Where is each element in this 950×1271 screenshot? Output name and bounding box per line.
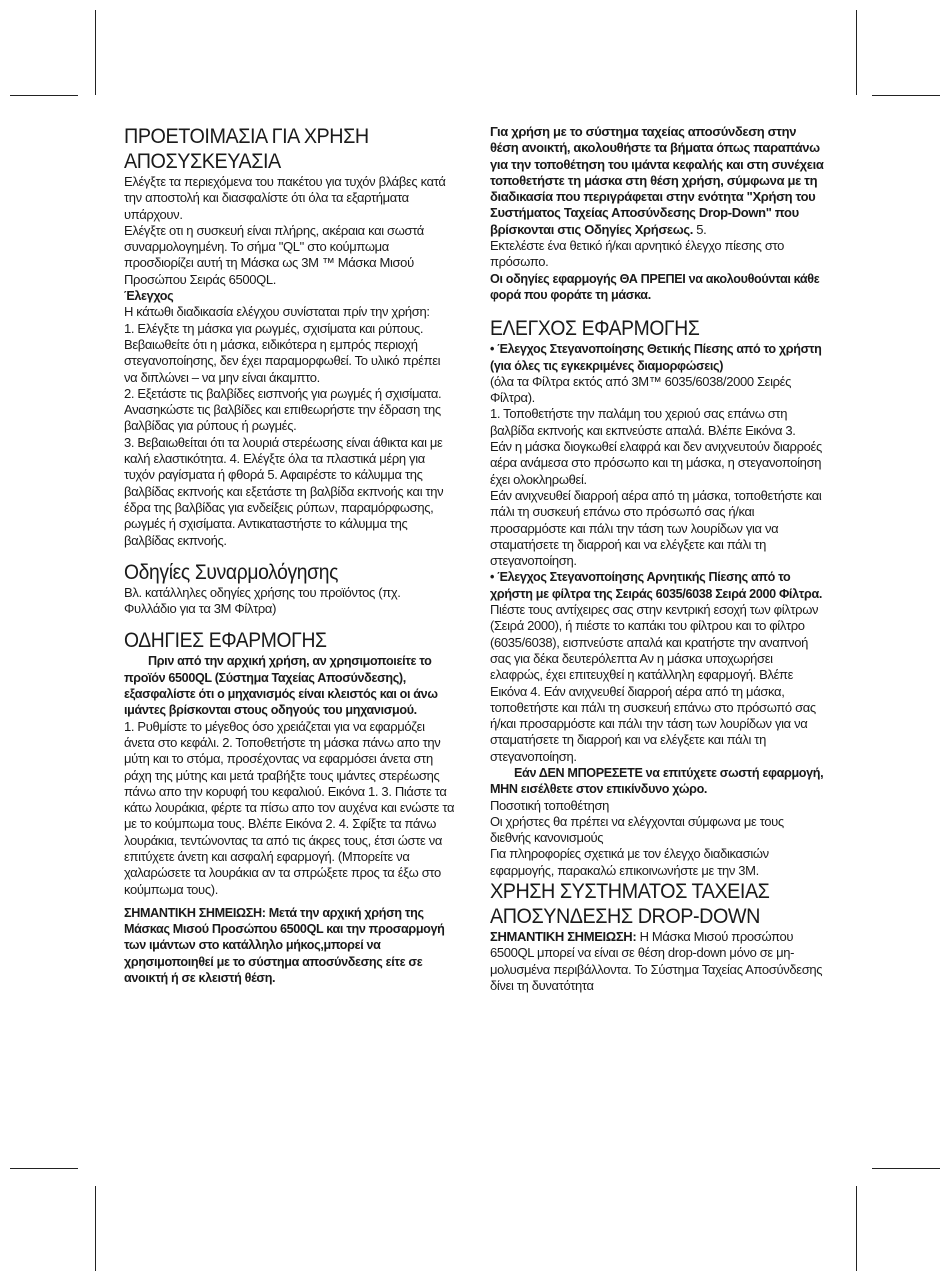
inspection-intro: Η κάτωθι διαδικασία ελέγχου συνίσταται πρίν την χρήση: [124, 304, 430, 320]
dropdown-note-text: Η Μάσκα Μισού προσώπου 6500QL μπορεί να είναι σε θέση drop-down μόνο σε μη-μολυσμένα περιβάλλοντα. Το Σύστημα Ταχείας Αποσύνδεσης δίνει τη δυνατότητα [490, 929, 823, 993]
dropdown-title-line2: ΑΠΟΣΥΝΔΕΣΗΣ DROP-DOWN [490, 904, 760, 929]
positive-check-scope: (όλα τα Φίλτρα εκτός από 3M™ 6035/6038/2000 Σειρές Φίλτρα). [490, 373, 792, 406]
unpacking-paragraph: Ελέγξτε οτι η συσκευή είναι πλήρης, ακέραια και σωστά συναρμολογημένη. Το σήμα "QL" στο κούμπωμα προσδιορίζει αυτή τη Μάσκα ως 3M ™ Μάσκα Μισού Προσώπου Σειράς 6500QL. [124, 222, 424, 287]
fitting-steps: 1. Ρυθμίστε το μέγεθος όσο χρειάζεται για να εφαρμόζει άνετα στο κεφάλι. 2. Τοποθετήστε τη μάσκα πάνω απο την μύτη και το στόμα, προσέχοντας να εφαρμόσει άνετα στη ράχη της μύτης και μετά τραβήξτε τους ιμάντες στερέωσης πάνω απο την κορυφή του κεφαλιού. Εικόνα 1. 3. Πιάστε τα κάτω λουράκια, φέρτε τα πίσω απο τον αυχένα και ενώστε τα με το κούμπωμα τους. Βλέπε Εικόνα 2. 4. Σφίξτε τα πάνω λουράκια, τεντώνοντας τα από τις άκρες τους, έτσι ώστε να επιτύχετε άνετη και ασφαλή εφαρμογή. (Μπορείτε να χαλαρώσετε τα λουράκια αν τα σπρώξετε προς τα έξω στο κούμπωμα τους). [124, 718, 455, 897]
crop-mark [872, 95, 940, 96]
inspection-step: 1. Ελέγξτε τη μάσκα για ρωγμές, σχισίματα και ρύπους. Βεβαιωθείτε ότι η μάσκα, ειδικότερα η εμπρός περιοχή στεγανοποίησης, δεν έχει παραμορφωθεί. Το υλικό πρέπει να διπλώνει – να μην είναι άκαμπτο. [124, 320, 441, 385]
crop-mark [872, 1168, 940, 1169]
continuation-warning: Οι οδηγίες εφαρμογής ΘΑ ΠΡΕΠΕΙ να ακολουθούνται κάθε φορά που φοράτε τη μάσκα. [490, 271, 820, 302]
quantitative-text: Οι χρήστες θα πρέπει να ελέγχονται σύμφωνα με τους διεθνής κανονισμούς [490, 813, 784, 846]
assembly-title: Οδηγίες Συναρμολόγησης [124, 560, 339, 584]
positive-check-heading: • Έλεγχος Στεγανοποίησης Θετικής Πίεσης από το χρήστη (για όλες τις εγκεκριμένες διαμορφώσεις) [490, 342, 822, 373]
unpacking-title-line1: ΠΡΟΕΤΟΙΜΑΣΙΑ ΓΙΑ ΧΡΗΣΗ [124, 124, 369, 148]
left-column [124, 124, 456, 986]
continuation-paragraph [490, 124, 826, 238]
crop-mark [95, 1186, 96, 1271]
negative-check-text: Πιέστε τους αντίχειρες σας στην κεντρική εσοχή των φίλτρων (Σειρά 2000), ή πιέστε το καπάκι του φίλτρου και το φίλτρο (6035/6038), εισπνεύστε απαλά και κρατήστε την αναπνοή σας για δέκα δευτερόλεπτα Αν η μάσκα υποχωρήσει ελαφρώς, έχει επιτευχθεί η κατάλληλη εφαρμογή. Βλέπε Εικόνα 4. Εάν ανιχνευθεί διαρροή αέρα από τη μάσκα, τοποθετήστε και πάλι τη συσκευή επάνω στο πρόσωπό σας ή/και προσαρμόστε και πάλι την τάση των λουρίδων για να σταματήσετε τη διαρροή και να ελέγξετε και πάλι τη στεγανοποίηση. [490, 602, 819, 764]
crop-mark [856, 10, 857, 95]
positive-check-result: Εάν η μάσκα διογκωθεί ελαφρά και δεν ανιχνευτούν διαρροές αέρα ανάμεσα στο πρόσωπο και τη μάσκα, η στεγανοποίηση έχει ολοκληρωθεί. [490, 439, 822, 487]
crop-mark [856, 1186, 857, 1271]
dropdown-note [490, 929, 826, 994]
crop-mark [10, 95, 78, 96]
quantitative-heading: Ποσοτική τοποθέτηση [490, 797, 610, 813]
fitting-title: ΟΔΗΓΙΕΣ ΕΦΑΡΜΟΓΗΣ [124, 629, 327, 653]
continuation-bold-text: Για χρήση με το σύστημα ταχείας αποσύνδεση στην θέση ανοικτή, ακολουθήστε τα βήματα όπως παραπάνω για την τοποθέτηση του ιμάντα κεφαλής και στη συνέχεια τοποθετήστε τη μάσκα στη θέση χρήση, σύμφωνα με τη διαδικασία που περιγράφεται στην ενότητα "Χρήση του Συστήματος Ταχείας Αποσύνδεσης Drop-Down" που βρίσκονται στις Οδηγίες Χρήσεως. [490, 124, 824, 237]
fit-check-warning: Εάν ΔΕΝ ΜΠΟΡΕΣΕΤΕ να επιτύχετε σωστή εφαρμογή, ΜΗΝ εισέλθετε στον επικίνδυνο χώρο. [490, 765, 824, 797]
unpacking-paragraph: Ελέγξτε τα περιεχόμενα του πακέτου για τυχόν βλάβες κατά την αποστολή και διασφαλίστε ότι όλα τα εξαρτήματα υπάρχουν. [124, 174, 446, 222]
inspection-step: 3. Βεβαιωθείται ότι τα λουριά στερέωσης είναι άθικτα και με καλή ελαστικότητα. 4. Ελέγξτε όλα τα πλαστικά μέρη για τυχόν ραγίσματα ή φθορά 5. Αφαιρέστε το κάλυμμα της βαλβίδας εκπνοής και εξετάστε τη βαλβίδα εκπνοής και την έδρα της βαλβίδας για ενδείξεις ρύπων, παραμόρφωσης, ρωγμές ή σχισίματα. Αντικαταστήστε το κάλυμμα της βαλβίδας εκπνοής. [124, 434, 444, 548]
fitting-important-note: ΣΗΜΑΝΤΙΚΗ ΣΗΜΕΙΩΣΗ: Μετά την αρχική χρήση της Μάσκας Μισού Προσώπου 6500QL και την προσαρμογή των ιμάντων στο κατάλληλο μήκος,μπορεί να χρησιμοποιηθεί με το σύστημα αποσύνδεσης είτε σε ανοικτή ή σε κλειστή θέση. [124, 905, 445, 986]
contact-text: Για πληροφορίες σχετικά με τον έλεγχο διαδικασιών εφαρμογής, παρακαλώ επικοινωνήστε με την 3M. [490, 846, 769, 878]
crop-mark [95, 10, 96, 95]
crop-mark [10, 1168, 78, 1169]
inspection-heading: Έλεγχος [124, 289, 174, 304]
inspection-step: 2. Εξετάστε τις βαλβίδες εισπνοής για ρωγμές ή σχισίματα. Ανασηκώστε τις βαλβίδες και επιθεωρήστε την έδραση της βαλβίδας για ρύπους ή ρωγμές. [124, 385, 442, 434]
dropdown-note-label: ΣΗΜΑΝΤΙΚΗ ΣΗΜΕΙΩΣΗ: [490, 929, 637, 945]
dropdown-title-line1: ΧΡΗΣΗ ΣΥΣΤΗΜΑΤΟΣ ΤΑΧΕΙΑΣ [490, 879, 770, 904]
positive-check-step: 1. Τοποθετήστε την παλάμη του χεριού σας επάνω στη βαλβίδα εκπνοής και εκπνεύστε απαλά. Βλέπε Εικόνα 3. [490, 406, 796, 438]
unpacking-title-line2: ΑΠΟΣΥΣΚΕΥΑΣΙΑ [124, 149, 281, 173]
negative-check-heading: • Έλεγχος Στεγανοποίησης Αρνητικής Πίεσης από το χρήστη με φίλτρα της Σειράς 6035/6038 Σειρά 2000 Φίλτρα. [490, 570, 822, 601]
positive-check-result: Εάν ανιχνευθεί διαρροή αέρα από τη μάσκα, τοποθετήστε και πάλι τη συσκευή επάνω στο πρόσωπό σας ή/και προσαρμόστε και πάλι την τάση των λουρίδων για να σταματήσετε τη διαρροή και να ελέγξετε και πάλι τη στεγανοποίηση. [490, 487, 822, 569]
fitting-bold-intro: Πριν από την αρχική χρήση, αν χρησιμοποιείτε το προϊόν 6500QL (Σύστημα Ταχείας Αποσύνδεσης), εξασφαλίστε ότι ο μηχανισμός είναι κλειστός και οι άνω ιμάντες βρίσκονται στους οδηγούς του μηχανισμού. [124, 654, 438, 718]
continuation-step-text: Εκτελέστε ένα θετικό ή/και αρνητικό έλεγχο πίεσης στο πρόσωπο. [490, 238, 785, 270]
assembly-text: Βλ. κατάλληλες οδηγίες χρήσης του προϊόντος (πχ. Φυλλάδιο για τα 3M Φίλτρα) [124, 584, 401, 617]
continuation-step-number: 5. [693, 221, 707, 237]
fit-check-title: ΕΛΕΓΧΟΣ ΕΦΑΡΜΟΓΗΣ [490, 317, 700, 341]
right-column [490, 124, 826, 994]
